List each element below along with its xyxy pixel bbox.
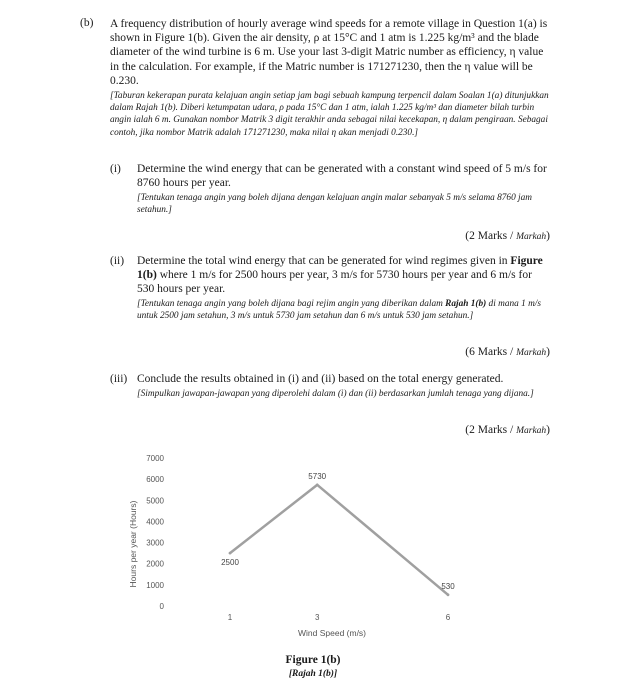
y-tick-label: 6000 (146, 475, 164, 485)
marks-close: ) (546, 230, 550, 242)
data-label: 2500 (221, 558, 239, 568)
marks-ii (465, 346, 550, 358)
marks-text: (6 Marks / (465, 346, 517, 358)
intro-english: A frequency distribution of hourly average wind speeds for a remote village in Question 1(a) is shown in Figure 1(b). Given the air density, ρ at 15°C and 1 atm is 1.225 kg/m³ and the blade diameter of the wind turbine is 6 m. Use your last 3-digit Matric number as efficiency, η value in the calculation. For example, if the Matric number is 171271230, then the η value will be 0.230. (110, 18, 548, 87)
marks-i (465, 230, 550, 242)
marks-malay: Markah (516, 348, 547, 358)
question-number: (iii) (110, 373, 128, 385)
text-segment: Determine the total wind energy that can be generated for wind regimes given in (137, 255, 511, 267)
question-number: (ii) (110, 255, 125, 267)
question-i (110, 162, 550, 216)
figure-caption: Figure 1(b) (285, 654, 341, 666)
data-label: 5730 (308, 471, 327, 481)
figure-reference: Rajah 1(b) (445, 299, 487, 309)
x-tick-label: 1 (227, 613, 233, 622)
question-malay: [Tentukan tenaga angin yang boleh dijana dengan kelajuan angin malar sebanyak 5 m/s selama 8760 jam setahun.] (137, 193, 532, 216)
question-english: Conclude the results obtained in (i) and (ii) based on the total energy generated. (137, 373, 504, 385)
question-english (137, 254, 550, 296)
data-label: 530 (441, 581, 455, 591)
y-tick-label: 5000 (146, 496, 164, 506)
marks-close: ) (546, 346, 550, 358)
data-points (229, 483, 450, 596)
text-segment: where 1 m/s for 2500 hours per year, 3 m/s for 5730 hours per year and 6 m/s for 530 hours per year. (137, 269, 532, 295)
x-tick-label: 3 (314, 613, 320, 622)
marks-text: (2 Marks / (465, 230, 517, 242)
data-point (229, 552, 232, 555)
y-tick-label: 1000 (146, 580, 164, 590)
y-tick-label: 7000 (146, 454, 164, 463)
part-label: (b) (80, 17, 94, 29)
y-tick-label: 2000 (146, 559, 164, 569)
question-malay: [Simpulkan jawapan-jawapan yang diperolehi dalam (i) dan (ii) berdasarkan jumlah tenaga yang dijana.] (137, 389, 534, 399)
series-line (230, 485, 448, 595)
figure-caption-malay: [Rajah 1(b)] (288, 669, 338, 679)
text-segment: di mana 1 m/s untuk 2500 jam setahun, 3 m/s untuk 5730 jam setahun dan 6 m/s untuk 530 jam setahun.] (137, 299, 541, 322)
question-number: (i) (110, 163, 121, 175)
question-iii (110, 372, 550, 400)
marks-iii (465, 424, 550, 436)
x-tick-labels (228, 613, 451, 622)
y-tick-labels (146, 454, 164, 611)
question-malay (137, 298, 550, 322)
question-english: Determine the wind energy that can be generated with a constant wind speed of 5 m/s for 8760 hours per year. (137, 163, 547, 189)
text-segment: [Tentukan tenaga angin yang boleh dijana bagi rejim angin yang diberikan dalam (137, 299, 446, 309)
marks-malay: Markah (516, 426, 547, 436)
marks-close: ) (546, 424, 550, 436)
wind-frequency-chart (120, 448, 476, 644)
x-tick-label: 6 (445, 613, 451, 622)
y-tick-label: 0 (159, 602, 164, 611)
y-tick-label: 3000 (146, 538, 164, 548)
data-point (447, 593, 450, 596)
intro-block (110, 17, 550, 139)
data-point (316, 483, 319, 486)
y-axis-label: Hours per year (Hours) (128, 500, 138, 588)
intro-malay: [Taburan kekerapan purata kelajuan angin setiap jam bagi sebuah kampung terpencil dalam Soalan 1(a) ditunjukkan dalam Rajah 1(b). Diberi ketumpatan udara, ρ pada 15°C dan 1 atm, ialah 1.225 kg/m³ dan diameter bilah turbin angin ialah 6 m. Gunakan nombor Matrik 3 digit terakhir anda sebagai nilai kecekapan, η dalam pengiraan. Sebagai contoh, jika nombor Matrik adalah 171271230, maka nilai η akan menjadi 0.230.] (110, 91, 549, 138)
x-axis-label: Wind Speed (m/s) (297, 628, 367, 638)
question-ii (110, 254, 550, 322)
figure-reference: Figure 1(b) (137, 255, 543, 281)
marks-malay: Markah (516, 232, 547, 242)
y-tick-label: 4000 (146, 517, 164, 527)
marks-text: (2 Marks / (465, 424, 517, 436)
